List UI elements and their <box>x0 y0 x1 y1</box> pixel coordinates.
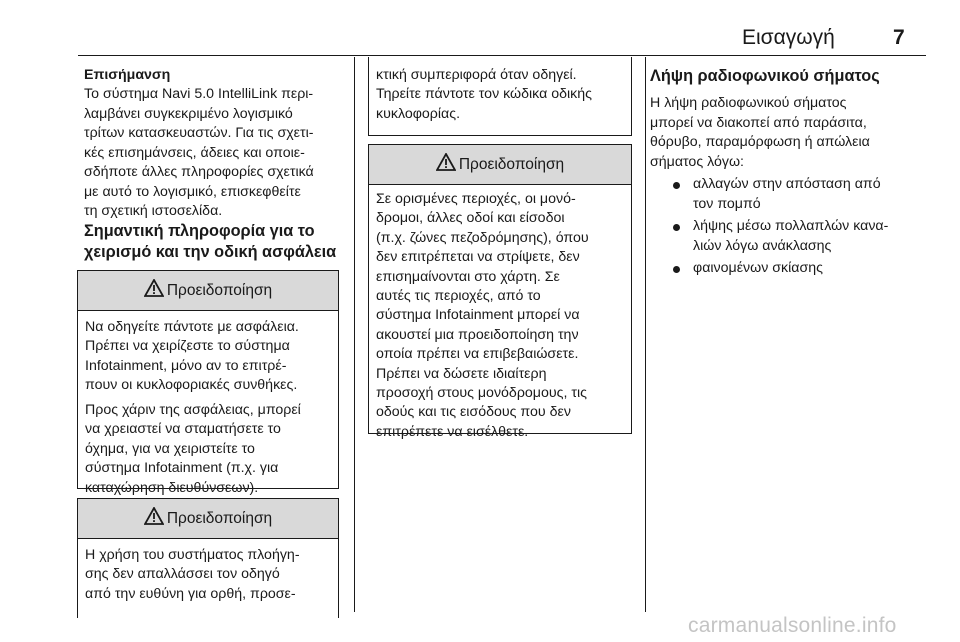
page-header <box>0 0 960 56</box>
notice-line: Το σύστημα Navi 5.0 IntelliLink περι- <box>84 86 314 102</box>
section-heading-line: Σημαντική πληροφορία για το <box>84 222 315 240</box>
list-item-line: τον πομπό <box>693 195 761 212</box>
warning-line: επιτρέπετε να εισέλθετε. <box>376 423 529 440</box>
warning-line: Να οδηγείτε πάντοτε με ασφάλεια. <box>85 319 299 335</box>
intro-line: σήματος λόγω: <box>650 153 744 170</box>
notice-title: Επισήμανση <box>84 67 171 83</box>
notice-line: τη σχετική ιστοσελίδα. <box>84 203 223 219</box>
warning-line: από την ευθύνη για ορθή, προσε- <box>85 585 296 602</box>
warning-line: Infotainment, μόνο αν το επιτρέ- <box>85 357 287 374</box>
bullet-icon <box>673 182 680 189</box>
warning-line: προσοχή στους μονόδρομους, τις <box>376 385 587 401</box>
list-item-line: λήψης μέσω πολλαπλών κανα- <box>693 218 889 234</box>
warning-line: αυτές τις περιοχές, από το <box>376 288 541 304</box>
warning-triangle-icon <box>144 507 164 525</box>
warning-box-header <box>78 271 338 311</box>
warning-line: Προς χάριν της ασφάλειας, μπορεί <box>85 402 301 418</box>
list-item-line: αλλαγών στην απόσταση από <box>693 176 881 192</box>
notice-line: λαμβάνει συγκεκριμένο λογισμικό <box>84 105 293 122</box>
section-heading-line: χειρισμό και την οδική ασφάλεια <box>84 243 337 261</box>
warning-line: οδούς και τις εισόδους που δεν <box>376 404 571 421</box>
watermark: carmanualsonline.info <box>688 614 897 637</box>
warning-line: Πρέπει να χειρίζεστε το σύστημα <box>85 338 290 355</box>
intro-line: μπορεί να διακοπεί από παράσιτα, <box>650 114 867 131</box>
notice-line: τρίτων κατασκευαστών. Για τις σχετι- <box>84 125 314 141</box>
warning-line: σης δεν απαλλάσσει τον οδηγό <box>85 566 280 583</box>
bullet-icon <box>673 266 680 273</box>
warning-line: κυκλοφορίας. <box>376 105 461 122</box>
warning-title: Προειδοποίηση <box>166 282 273 299</box>
column-divider-1 <box>354 57 355 612</box>
bullet-icon <box>673 224 680 231</box>
list-item-line: φαινομένων σκίασης <box>693 260 823 276</box>
warning-line: πουν οι κυκλοφοριακές συνθήκες. <box>85 377 298 394</box>
warning-box-2-continued <box>368 57 632 136</box>
warning-line: κτική συμπεριφορά όταν οδηγεί. <box>376 67 577 83</box>
warning-title: Προειδοποίηση <box>166 510 273 527</box>
warning-line: σύστημα Infotainment (π.χ. για <box>85 460 279 477</box>
warning-line: επισημαίνονται στο χάρτη. Σε <box>376 268 560 285</box>
warning-line: ακουστεί μια προειδοποίηση την <box>376 326 579 343</box>
warning-box-2 <box>77 498 339 618</box>
warning-triangle-icon <box>436 153 456 171</box>
warning-line: (π.χ. ζώνες πεζοδρόμησης), όπου <box>376 229 589 246</box>
warning-box-header <box>369 145 631 185</box>
warning-line: Πρέπει να δώσετε ιδιαίτερη <box>376 365 547 382</box>
notice-line: με αυτό το λογισμικό, επισκεφθείτε <box>84 183 301 200</box>
warning-line: δεν επιτρέπεται να στρίψετε, δεν <box>376 249 580 266</box>
page-number: 7 <box>893 26 905 49</box>
list-item-line: λιών λόγω ανάκλασης <box>693 237 832 254</box>
section-title: Εισαγωγή <box>742 26 835 49</box>
warning-box-3 <box>368 144 632 440</box>
warning-line: να χρειαστεί να σταματήσετε το <box>85 421 281 438</box>
notice-line: σδήποτε άλλες πληροφορίες σχετικά <box>84 164 314 180</box>
warning-line: δρομοι, άλλες οδοί και είσοδοι <box>376 210 565 227</box>
intro-line: Η λήψη ραδιοφωνικού σήματος <box>650 95 847 111</box>
warning-line: Η χρήση του συστήματος πλοήγη- <box>85 547 300 563</box>
warning-line: καταχώρηση διευθύνσεων). <box>85 479 259 496</box>
warning-line: οποία πρέπει να επιβεβαιώσετε. <box>376 346 579 363</box>
warning-line: σύστημα Infotainment μπορεί να <box>376 307 580 324</box>
section-heading: Λήψη ραδιοφωνικού σήματος <box>650 67 880 85</box>
column-divider-2 <box>645 57 646 612</box>
warning-line: Τηρείτε πάντοτε τον κώδικα οδικής <box>376 86 592 103</box>
header-rule <box>78 55 926 56</box>
warning-box-header <box>78 499 338 539</box>
warning-triangle-icon <box>144 279 164 297</box>
notice-line: κές επισημάνσεις, άδειες και οποιε- <box>84 144 305 161</box>
warning-title: Προειδοποίηση <box>458 156 565 173</box>
intro-line: θόρυβο, παραμόρφωση ή απώλεια <box>650 134 870 150</box>
warning-box-1 <box>77 270 339 496</box>
warning-line: όχημα, για να χειριστείτε το <box>85 440 255 457</box>
warning-line: Σε ορισμένες περιοχές, οι μονό- <box>376 191 576 207</box>
